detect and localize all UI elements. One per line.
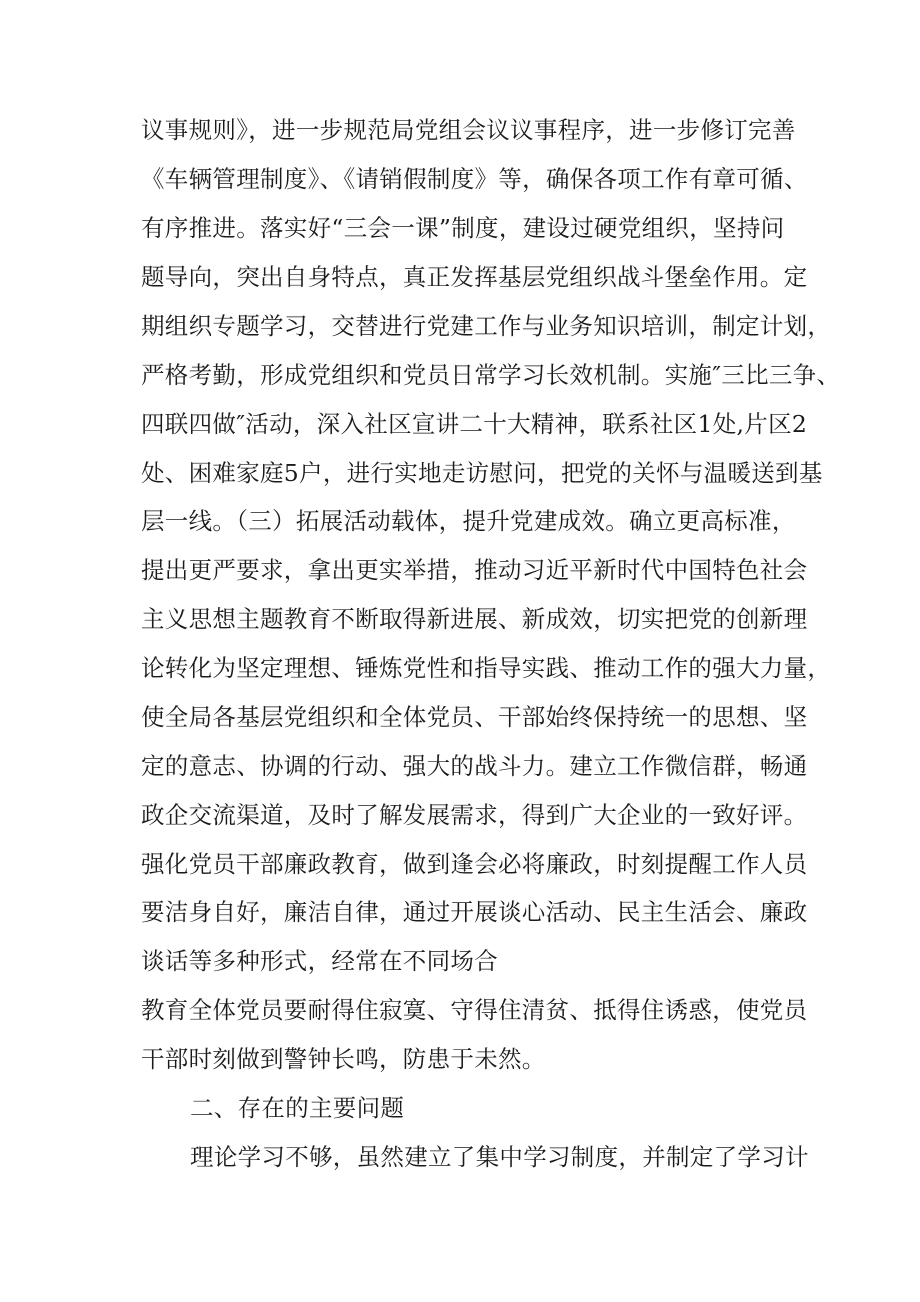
paragraph-line: 教育全体党员要耐得住寂寞、守得住清贫、抵得住诱惑，使党员 — [141, 996, 808, 1024]
section-heading: 二、存在的主要问题 — [190, 1094, 405, 1122]
paragraph-line: 《车辆管理制度》、《请销假制度》等，确保各项工作有章可循、 — [141, 165, 808, 193]
paragraph-line: 提出更严要求，拿出更实举措，推动习近平新时代中国特色社会 — [141, 556, 808, 584]
paragraph-line: 层一线。（三）拓展活动载体，提升党建成效。确立更高标准， — [141, 507, 796, 535]
paragraph-line: 干部时刻做到警钟长鸣，防患于未然。 — [141, 1045, 546, 1073]
paragraph-line: 强化党员干部廉政教育，做到逢会必将廉政，时刻提醒工作人员 — [141, 850, 808, 878]
paragraph-line: 理论学习不够，虽然建立了集中学习制度，并制定了学习计 — [190, 1143, 809, 1171]
paragraph-line: 议事规则》，进一步规范局党组会议议事程序，进一步修订完善 — [141, 116, 796, 144]
paragraph-line: 有序推进。落实好“三会一课”制度，建设过硬党组织，坚持问 — [141, 214, 785, 242]
paragraph-line: 期组织专题学习，交替进行党建工作与业务知识培训，制定计划， — [141, 312, 832, 340]
paragraph-line: 政企交流渠道，及时了解发展需求，得到广大企业的一致好评。 — [141, 801, 808, 829]
paragraph-line: 题导向，突出自身特点，真正发挥基层党组织战斗堡垒作用。定 — [141, 263, 808, 291]
paragraph-line: 四联四做″活动，深入社区宣讲二十大精神，联系社区1处,片区2 — [141, 410, 808, 438]
paragraph-line: 论转化为坚定理想、锤炼党性和指导实践、推动工作的强大力量， — [141, 654, 832, 682]
paragraph-line: 使全局各基层党组织和全体党员、干部始终保持统一的思想、坚 — [141, 703, 808, 731]
paragraph-line: 定的意志、协调的行动、强大的战斗力。建立工作微信群，畅通 — [141, 752, 808, 780]
paragraph-line: 要洁身自好，廉洁自律，通过开展谈心活动、民主生活会、廉政 — [141, 898, 808, 926]
paragraph-line: 谈话等多种形式，经常在不同场合 — [141, 947, 498, 975]
paragraph-line: 处、困难家庭5户，进行实地走访慰问，把党的关怀与温暖送到基 — [141, 459, 823, 487]
paragraph-line: 主义思想主题教育不断取得新进展、新成效，切实把党的创新理 — [141, 605, 808, 633]
paragraph-line: 严格考勤，形成党组织和党员日常学习长效机制。实施″三比三争、 — [141, 361, 841, 389]
